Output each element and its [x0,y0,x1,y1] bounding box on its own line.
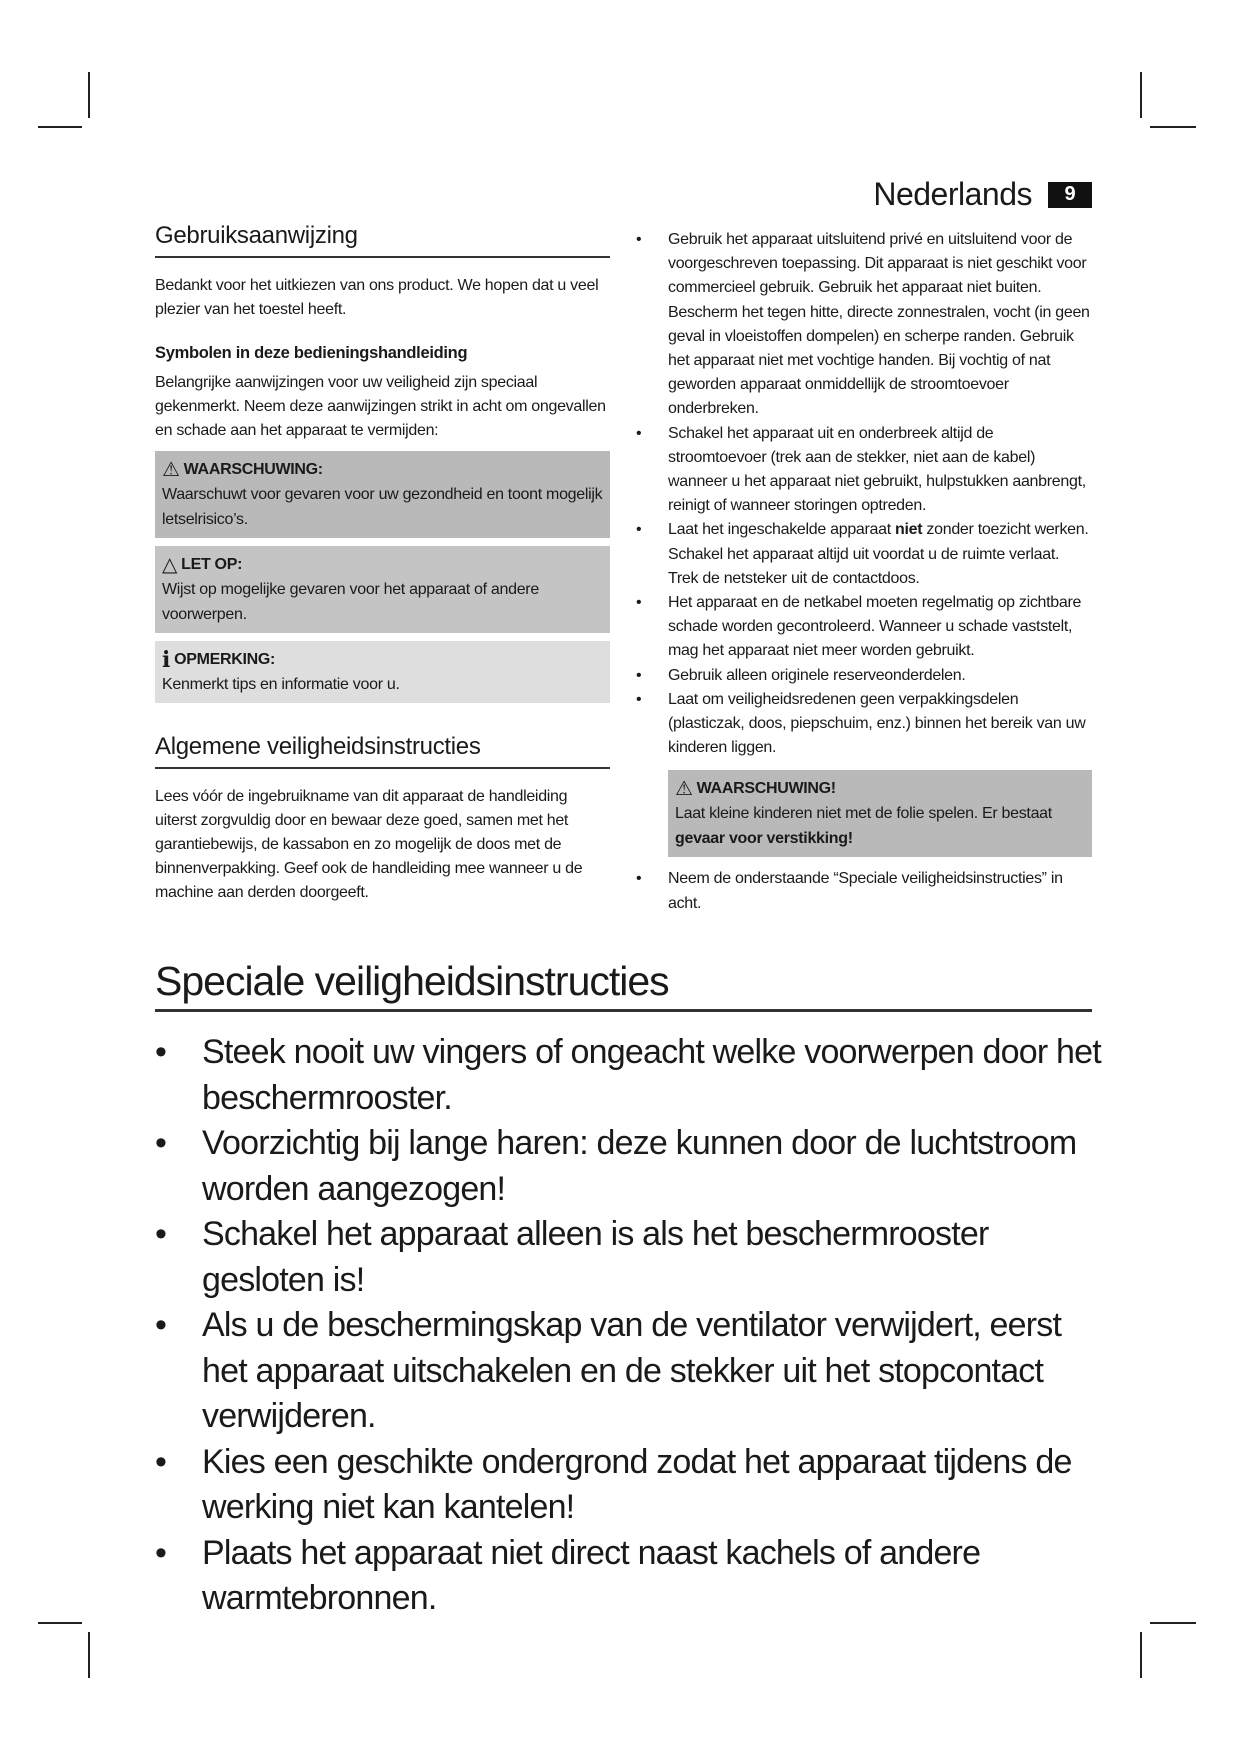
symbols-title: Symbolen in deze bedieningshandleiding [155,344,468,362]
caution-text: Wijst op mogelijke gevaren voor het apparaat of andere voorwerpen. [162,581,539,623]
crop-mark [1140,72,1142,118]
language-label: Nederlands [873,176,1032,212]
list-item: • Steek nooit uw vingers of ongeacht welke voorwerpen door het beschermrooster. [155,1030,1105,1121]
list-item: • Gebruik het apparaat uitsluitend privé en uitsluitend voor de voorgeschreven toepassing. Dit apparaat is niet geschikt voor commercieel gebruik. Gebruik het apparaat niet buiten. Bescherm het tegen hitte, directe zonnestralen, vocht (in geen geval in vloeistoffen dompelen) en scherpe randen. Gebruik het apparaat niet met vochtige handen. Bij vochtig of nat geworden apparaat onmiddellijk de stroomtoevoer onderbreken. [636,228,1092,422]
note-box [155,641,610,703]
note-title: OPMERKING: [174,651,276,668]
crop-mark [1140,1632,1142,1678]
list-item: • Als u de beschermingskap van de ventilator verwijdert, eerst het apparaat uitschakelen en de stekker uit het stopcontact verwijderen. [155,1303,1105,1440]
right-column [636,228,1092,916]
list-item: • Schakel het apparaat alleen is als het beschermrooster gesloten is! [155,1212,1105,1303]
list-item: • Voorzichtig bij lange haren: deze kunnen door de luchtstroom worden aangezogen! [155,1121,1105,1212]
crop-mark [1150,1622,1196,1624]
warning-box [155,451,610,538]
section-title-usage: Gebruiksaanwijzing [155,222,610,258]
crop-mark [88,1632,90,1678]
list-item: • Het apparaat en de netkabel moeten regelmatig op zichtbare schade worden gecontroleerd. Wanneer u schade vaststelt, mag het apparaat niet meer worden gebruikt. [636,591,1092,664]
crop-mark [1150,126,1196,128]
caution-title: LET OP: [181,556,243,573]
suffocation-warning-box [668,770,1092,857]
crop-mark [88,72,90,118]
page-header [873,176,1092,213]
crop-mark [38,126,82,128]
caution-box [155,546,610,633]
safety-list [636,228,1092,760]
general-safety-text: Lees vóór de ingebruikname van dit apparaat de handleiding uiterst zorgvuldig door en bewaar deze goed, samen met het garantiebewijs, de kassabon en zo mogelijk de doos met de binnenverpakking. Geef ook de handleiding mee wanneer u de machine aan derden doorgeeft. [155,788,583,901]
warning-title: WAARSCHUWING! [696,780,836,798]
left-column [155,222,610,905]
page-number: 9 [1048,182,1092,208]
crop-mark [38,1622,82,1624]
list-item: • Plaats het apparaat niet direct naast kachels of andere warmtebronnen. [155,1531,1105,1622]
caution-triangle-icon: △ [162,553,178,576]
section-title-general-safety: Algemene veiligheidsinstructies [155,733,610,769]
list-item: • Schakel het apparaat uit en onderbreek altijd de stroomtoevoer (trek aan de stekker, niet aan de kabel) wanneer u het apparaat niet gebruikt, hulpstukken aanbrengt, reinigt of wanneer storingen optreden. [636,422,1092,519]
warning-triangle-icon: ⚠ [162,458,180,481]
warning-title: WAARSCHUWING: [183,461,323,478]
list-item: • Laat het ingeschakelde apparaat niet zonder toezicht werken. Schakel het apparaat altijd uit voordat u de ruimte verlaat. Trek de netsteker uit de contactdoos. [636,518,1092,591]
note-text: Kenmerkt tips en informatie voor u. [162,676,400,693]
symbols-text: Belangrijke aanwijzingen voor uw veiligheid zijn speciaal gekenmerkt. Neem deze aanwijzingen strikt in acht om ongevallen en schade aan het apparaat te vermijden: [155,374,606,439]
warning-text: Waarschuwt voor gevaren voor uw gezondheid en toont mogelijk letselrisico’s. [162,486,603,528]
warning-text: Laat kleine kinderen niet met de folie spelen. Er bestaat gevaar voor verstikking! [675,805,1052,848]
list-item: • Neem de onderstaande “Speciale veiligheidsinstructies” in acht. [636,867,1092,915]
list-item: • Laat om veiligheidsredenen geen verpakkingsdelen (plasticzak, doos, piepschuim, enz.) binnen het bereik van uw kinderen liggen. [636,688,1092,761]
list-item: • Kies een geschikte ondergrond zodat het apparaat tijdens de werking niet kan kantelen! [155,1440,1105,1531]
info-icon: i [162,646,171,673]
list-item: • Gebruik alleen originele reserveonderdelen. [636,664,1092,688]
special-safety-title: Speciale veiligheidsinstructies [155,958,1092,1012]
intro-text: Bedankt voor het uitkiezen van ons product. We hopen dat u veel plezier van het toestel heeft. [155,277,599,318]
warning-triangle-icon: ⚠ [675,777,693,800]
special-safety-list [155,1030,1105,1622]
